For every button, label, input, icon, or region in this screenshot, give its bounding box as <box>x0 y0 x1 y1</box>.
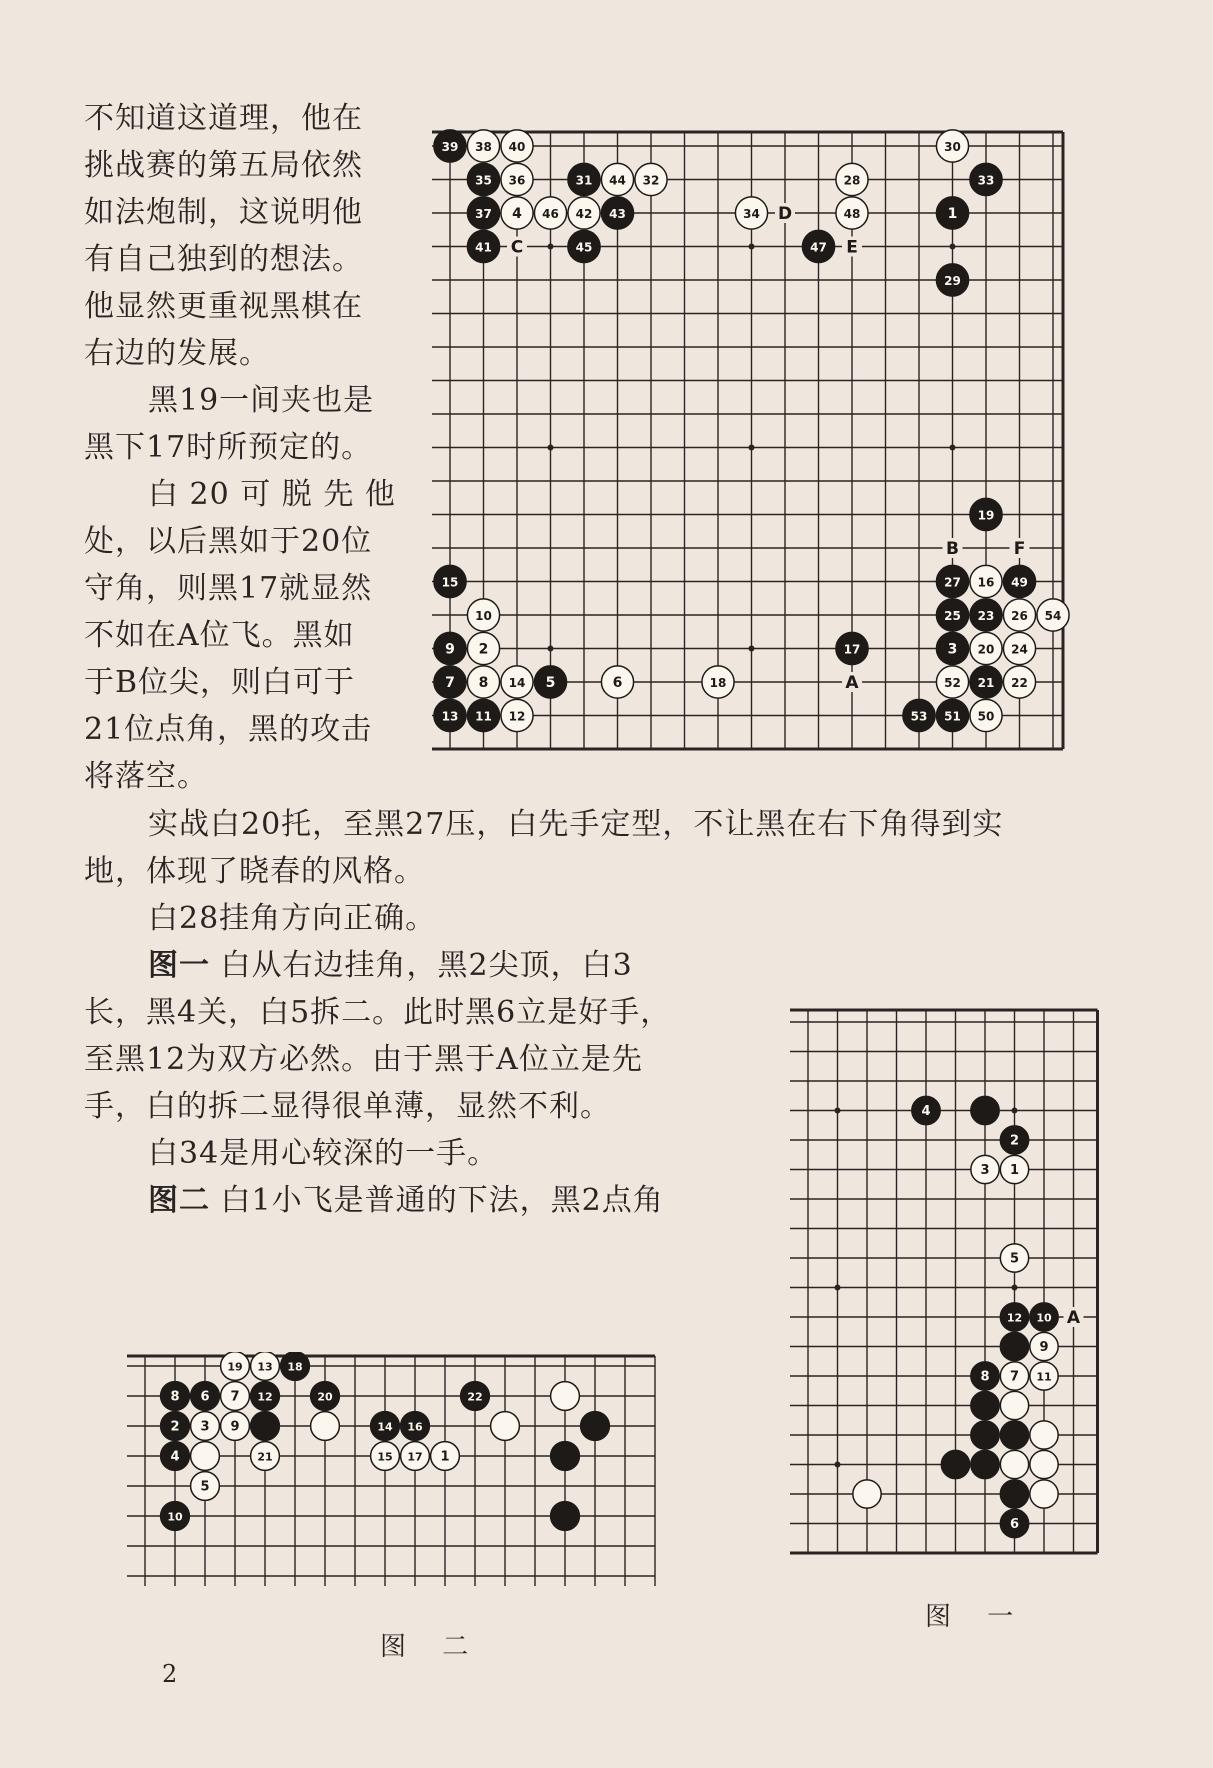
star-point <box>1012 1108 1018 1114</box>
svg-text:6: 6 <box>1009 1517 1020 1532</box>
black-stone <box>936 599 968 631</box>
white-stone <box>501 163 533 195</box>
figure-2-caption: 图 二 <box>380 1632 483 1662</box>
svg-text:12: 12 <box>1006 1311 1023 1325</box>
text-line <box>148 948 633 983</box>
text-line: 他显然更重视黑棋在 <box>84 289 363 324</box>
svg-text:2: 2 <box>170 1419 180 1435</box>
white-stone <box>1000 1391 1028 1419</box>
svg-text:5: 5 <box>545 675 556 691</box>
white-stone <box>1000 1244 1028 1272</box>
white-stone <box>401 1442 430 1471</box>
white-stone <box>467 632 499 664</box>
svg-text:4: 4 <box>921 1104 931 1119</box>
black-stone <box>1000 1303 1028 1331</box>
black-stone <box>1000 1332 1028 1360</box>
svg-text:7: 7 <box>1009 1369 1020 1385</box>
black-stone <box>467 230 499 262</box>
svg-text:6: 6 <box>612 675 623 691</box>
svg-text:51: 51 <box>944 709 961 724</box>
black-stone <box>971 1421 999 1449</box>
svg-text:23: 23 <box>977 609 995 623</box>
black-stone <box>971 1450 999 1478</box>
svg-text:15: 15 <box>377 1450 393 1464</box>
white-stone <box>501 130 533 162</box>
black-stone <box>161 1442 190 1471</box>
black-stone <box>903 699 935 731</box>
point-label: E <box>846 237 858 258</box>
text-line: 有自己独到的想法。 <box>84 242 363 277</box>
white-stone <box>221 1352 250 1380</box>
svg-text:45: 45 <box>575 240 593 255</box>
point-label: A <box>1066 1308 1081 1328</box>
black-stone <box>1000 1126 1028 1154</box>
white-stone <box>551 1382 580 1411</box>
white-stone <box>936 666 968 698</box>
white-stone <box>635 163 667 195</box>
black-stone <box>434 565 466 597</box>
black-stone <box>936 264 968 296</box>
black-stone <box>551 1442 580 1471</box>
svg-text:9: 9 <box>445 641 455 658</box>
point-label: F <box>1013 539 1026 559</box>
black-stone <box>161 1502 190 1531</box>
black-stone <box>970 666 1002 698</box>
svg-text:1: 1 <box>1009 1163 1020 1178</box>
black-stone <box>971 1096 999 1124</box>
white-stone <box>1000 1450 1028 1478</box>
svg-text:12: 12 <box>257 1390 273 1404</box>
black-stone <box>161 1382 190 1411</box>
svg-text:1: 1 <box>947 206 958 222</box>
white-stone <box>970 632 1002 664</box>
white-stone <box>311 1412 340 1441</box>
white-stone <box>1037 599 1069 631</box>
black-stone <box>251 1412 280 1441</box>
white-stone <box>1030 1332 1058 1360</box>
black-stone <box>251 1382 280 1411</box>
text-line: 如法炮制，这说明他 <box>84 195 363 230</box>
svg-text:28: 28 <box>843 173 861 188</box>
white-stone <box>1030 1421 1058 1449</box>
text-line: 白34是用心较深的一手。 <box>148 1136 499 1171</box>
white-stone <box>534 197 566 229</box>
text-line <box>148 1183 664 1218</box>
white-stone <box>836 197 868 229</box>
svg-text:8: 8 <box>980 1369 990 1385</box>
svg-text:33: 33 <box>977 173 995 188</box>
white-stone <box>467 599 499 631</box>
svg-text:17: 17 <box>843 642 861 657</box>
black-stone <box>941 1450 969 1478</box>
white-stone <box>853 1480 881 1508</box>
svg-text:1: 1 <box>440 1449 450 1465</box>
svg-text:20: 20 <box>977 642 995 657</box>
star-point <box>548 244 554 250</box>
star-point <box>835 1108 841 1114</box>
go-board-figure-2 <box>127 1352 697 1612</box>
svg-text:19: 19 <box>227 1360 243 1374</box>
point-label: A <box>845 673 859 693</box>
white-stone <box>251 1442 280 1471</box>
svg-text:7: 7 <box>445 675 455 691</box>
svg-text:10: 10 <box>475 609 492 623</box>
svg-text:30: 30 <box>944 140 961 154</box>
black-stone <box>568 230 600 262</box>
svg-text:15: 15 <box>441 575 459 590</box>
svg-text:37: 37 <box>475 207 492 221</box>
star-point <box>749 244 755 250</box>
svg-text:16: 16 <box>977 575 995 590</box>
svg-text:38: 38 <box>475 140 492 154</box>
black-stone <box>802 230 834 262</box>
white-stone <box>1030 1480 1058 1508</box>
svg-text:47: 47 <box>810 240 827 255</box>
star-point <box>1012 1285 1018 1291</box>
star-point <box>950 445 956 451</box>
black-stone <box>912 1096 940 1124</box>
text-line: 守角，则黑17就显然 <box>84 571 373 606</box>
figure-1-caption: 图 一 <box>925 1602 1028 1632</box>
text-line: 黑19一间夹也是 <box>148 383 375 418</box>
svg-text:32: 32 <box>642 173 660 188</box>
svg-text:25: 25 <box>944 609 961 623</box>
text-line: 白 20 可 脱 先 他 <box>148 477 396 512</box>
page-number: 2 <box>162 1660 178 1688</box>
white-stone <box>601 163 633 195</box>
go-board-figure-1 <box>790 1008 1112 1574</box>
svg-text:41: 41 <box>475 240 492 255</box>
text-line: 白28挂角方向正确。 <box>148 901 437 936</box>
svg-text:20: 20 <box>317 1390 333 1404</box>
black-stone <box>971 1362 999 1390</box>
svg-text:12: 12 <box>508 709 526 724</box>
svg-text:46: 46 <box>542 207 559 221</box>
white-stone <box>601 666 633 698</box>
text-line: 黑下17时所预定的。 <box>84 430 373 465</box>
svg-text:11: 11 <box>1036 1370 1052 1384</box>
white-stone <box>1000 1362 1028 1390</box>
black-stone <box>434 699 466 731</box>
white-stone <box>970 699 1002 731</box>
white-stone <box>936 130 968 162</box>
svg-text:18: 18 <box>709 676 727 690</box>
text-line: 不知道这道理，他在 <box>84 101 363 136</box>
black-stone <box>936 632 968 664</box>
svg-text:29: 29 <box>944 274 961 288</box>
text-line: 手，白的拆二显得很单薄，显然不利。 <box>84 1089 611 1124</box>
white-stone <box>1003 666 1035 698</box>
svg-text:5: 5 <box>1009 1251 1020 1267</box>
black-stone <box>936 699 968 731</box>
go-board-main <box>420 122 1100 804</box>
svg-text:4: 4 <box>512 206 522 222</box>
svg-text:16: 16 <box>407 1420 423 1434</box>
black-stone <box>971 1391 999 1419</box>
white-stone <box>568 197 600 229</box>
svg-text:26: 26 <box>1011 609 1028 623</box>
white-stone <box>971 1155 999 1183</box>
svg-text:13: 13 <box>441 709 459 724</box>
white-stone <box>1003 599 1035 631</box>
star-point <box>950 244 956 250</box>
svg-text:3: 3 <box>980 1163 990 1178</box>
svg-text:49: 49 <box>1011 575 1028 590</box>
white-stone <box>1030 1450 1058 1478</box>
svg-text:19: 19 <box>977 508 995 523</box>
svg-text:34: 34 <box>743 207 760 221</box>
white-stone <box>501 699 533 731</box>
black-stone <box>434 130 466 162</box>
star-point <box>548 445 554 451</box>
white-stone <box>191 1412 220 1441</box>
white-stone <box>735 197 767 229</box>
black-stone <box>1000 1509 1028 1537</box>
point-label: B <box>946 539 959 559</box>
black-stone <box>461 1382 490 1411</box>
black-stone <box>434 632 466 664</box>
svg-text:44: 44 <box>609 173 626 188</box>
white-stone <box>836 163 868 195</box>
text-line: 将落空。 <box>84 759 208 794</box>
text-span: 白1小飞是普通的下法，黑2点角 <box>220 1183 664 1218</box>
black-stone <box>1003 565 1035 597</box>
black-stone <box>434 666 466 698</box>
black-stone <box>467 197 499 229</box>
white-stone <box>221 1412 250 1441</box>
svg-text:22: 22 <box>1011 676 1028 690</box>
white-stone <box>431 1442 460 1471</box>
svg-text:42: 42 <box>575 207 593 221</box>
white-stone <box>371 1442 400 1471</box>
black-stone <box>1030 1303 1058 1331</box>
black-stone <box>970 498 1002 530</box>
star-point <box>835 1285 841 1291</box>
svg-text:10: 10 <box>1036 1311 1052 1325</box>
svg-text:18: 18 <box>287 1360 303 1374</box>
text-line: 挑战赛的第五局依然 <box>84 148 363 183</box>
text-line: 右边的发展。 <box>84 336 270 371</box>
text-line: 处，以后黑如于20位 <box>84 524 373 559</box>
svg-text:9: 9 <box>1039 1340 1049 1355</box>
star-point <box>548 646 554 652</box>
svg-text:14: 14 <box>508 676 526 690</box>
black-stone <box>401 1412 430 1441</box>
black-stone <box>1000 1480 1028 1508</box>
white-stone <box>1030 1362 1058 1390</box>
point-label: D <box>777 204 793 224</box>
text-line: 不如在A位飞。黑如 <box>84 618 355 653</box>
white-stone <box>702 666 734 698</box>
star-point <box>749 646 755 652</box>
black-stone <box>534 666 566 698</box>
svg-text:27: 27 <box>944 575 961 590</box>
white-stone <box>1003 632 1035 664</box>
svg-text:7: 7 <box>230 1389 240 1405</box>
svg-text:11: 11 <box>475 709 492 724</box>
text-line: 于B位尖，则白可于 <box>84 665 356 700</box>
svg-text:8: 8 <box>170 1389 180 1405</box>
white-stone <box>501 666 533 698</box>
black-stone <box>836 632 868 664</box>
white-stone <box>970 565 1002 597</box>
text-line: 21位点角，黑的攻击 <box>84 712 373 747</box>
svg-text:48: 48 <box>843 207 861 221</box>
black-stone <box>311 1382 340 1411</box>
svg-text:17: 17 <box>407 1450 423 1464</box>
svg-text:3: 3 <box>947 641 958 658</box>
black-stone <box>161 1412 190 1441</box>
svg-text:6: 6 <box>200 1389 210 1405</box>
black-stone <box>568 163 600 195</box>
white-stone <box>467 666 499 698</box>
white-stone <box>251 1352 280 1380</box>
black-stone <box>467 163 499 195</box>
star-point <box>835 1462 841 1468</box>
point-label: C <box>510 237 524 258</box>
white-stone <box>191 1442 220 1471</box>
black-stone <box>581 1412 610 1441</box>
svg-text:36: 36 <box>508 173 526 188</box>
svg-text:9: 9 <box>230 1419 240 1435</box>
black-stone <box>191 1382 220 1411</box>
text-line: 实战白20托，至黑27压，白先手定型，不让黑在右下角得到实 <box>148 807 1004 842</box>
svg-text:53: 53 <box>910 709 928 724</box>
black-stone <box>467 699 499 731</box>
svg-text:31: 31 <box>575 173 593 188</box>
svg-text:8: 8 <box>478 675 489 691</box>
text-line: 地，体现了晓春的风格。 <box>84 854 425 889</box>
black-stone <box>371 1412 400 1441</box>
white-stone <box>191 1472 220 1501</box>
svg-text:14: 14 <box>377 1420 393 1434</box>
svg-text:50: 50 <box>977 709 995 724</box>
text-line: 长，黑4关，白5拆二。此时黑6立是好手， <box>84 995 672 1030</box>
svg-text:39: 39 <box>441 140 459 154</box>
svg-text:2: 2 <box>1009 1133 1020 1149</box>
svg-text:22: 22 <box>467 1390 483 1404</box>
svg-text:43: 43 <box>609 207 626 221</box>
svg-text:3: 3 <box>200 1419 210 1435</box>
black-stone <box>551 1502 580 1531</box>
white-stone <box>491 1412 520 1441</box>
svg-text:4: 4 <box>170 1449 180 1465</box>
star-point <box>749 445 755 451</box>
svg-text:35: 35 <box>475 173 492 188</box>
svg-text:5: 5 <box>200 1479 210 1495</box>
figure-ref: 图二 <box>148 1183 210 1218</box>
figure-ref: 图一 <box>148 948 210 983</box>
black-stone <box>1000 1421 1028 1449</box>
black-stone <box>970 599 1002 631</box>
svg-text:21: 21 <box>257 1450 273 1464</box>
white-stone <box>221 1382 250 1411</box>
svg-text:52: 52 <box>944 676 961 690</box>
svg-text:40: 40 <box>508 140 526 154</box>
svg-text:13: 13 <box>257 1360 273 1374</box>
black-stone <box>936 565 968 597</box>
black-stone <box>281 1352 310 1380</box>
svg-text:10: 10 <box>167 1510 183 1524</box>
white-stone <box>1000 1155 1028 1183</box>
svg-text:24: 24 <box>1011 642 1028 657</box>
black-stone <box>970 163 1002 195</box>
black-stone <box>936 197 968 229</box>
svg-text:21: 21 <box>977 676 995 690</box>
text-line: 至黑12为双方必然。由于黑于A位立是先 <box>84 1042 643 1077</box>
svg-text:54: 54 <box>1044 609 1062 623</box>
white-stone <box>467 130 499 162</box>
text-span: 白从右边挂角，黑2尖顶，白3 <box>220 948 633 983</box>
black-stone <box>601 197 633 229</box>
svg-text:2: 2 <box>478 641 489 658</box>
white-stone <box>501 197 533 229</box>
